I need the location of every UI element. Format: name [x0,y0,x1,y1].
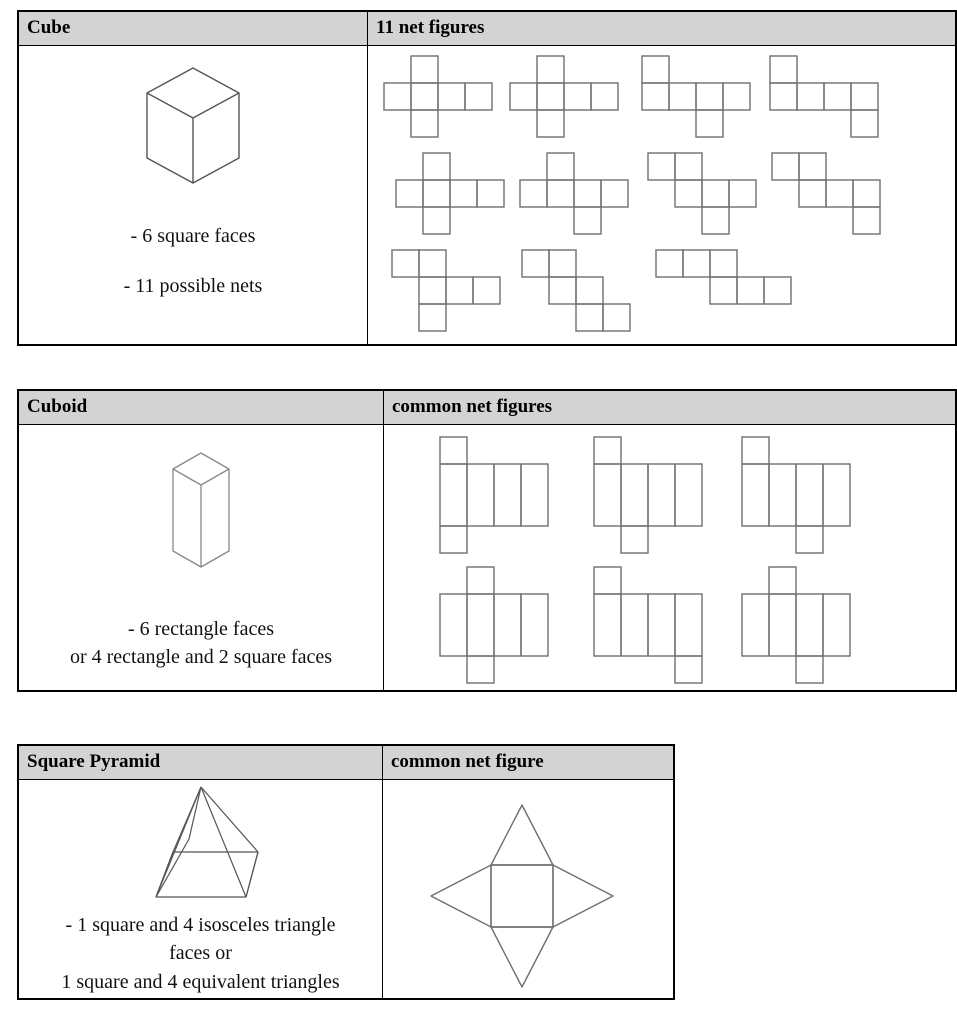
cuboid-solid-cell [18,425,384,692]
pyramid-net-cell [383,780,675,1000]
net-5-cross-row2-col1 [394,151,506,236]
cuboid-table-header-row [18,390,956,425]
pyramid-net-area [383,780,673,998]
cuboid-net-5 [592,565,704,685]
cube-desc-line-1: - 6 square faces [130,225,256,247]
cuboid-net-4 [438,565,550,685]
cuboid-net-6 [740,565,852,685]
pyramid-table-body-row [18,780,674,1000]
square-pyramid-3d-icon [101,782,301,907]
cube-table-body-row [18,46,956,346]
cube-header-label: Cube [18,11,368,46]
pyramid-net-header-label: common net figure [383,745,675,780]
square-pyramid-star-net [428,802,616,990]
cuboid-nets-cell [384,425,957,692]
cube-nets-header-label: 11 net figures [368,11,957,46]
net-9-row3-col1 [390,248,502,333]
pyramid-solid-cell [18,780,383,1000]
cuboid-net-1 [438,435,550,555]
cube-nets-cell [368,46,957,346]
net-1-T-shape-row1-col1 [382,54,494,139]
net-8-stair-row2-col4 [770,151,882,236]
cuboid-nets-area [384,425,955,690]
pyramid-table-header-row [18,745,674,780]
net-4-row1-col4 [768,54,880,139]
cuboid-table-body-row [18,425,956,692]
cuboid-nets-header-label: common net figures [384,390,957,425]
pyramid-desc-line-1: - 1 square and 4 isosceles triangle [65,914,336,936]
net-7-stair-row2-col3 [646,151,758,236]
cuboid-header-label: Cuboid [18,390,384,425]
cube-desc-line-2: - 11 possible nets [123,275,263,298]
net-3-row1-col3 [640,54,752,139]
net-10-zigzag-row3-col2 [520,248,632,333]
cuboid-desc-line-2: or 4 rectangle and 2 square faces [69,646,333,669]
cuboid-net-2 [592,435,704,555]
cube-3d-icon [103,46,283,196]
cuboid-3d-icon [111,435,291,585]
cuboid-net-3 [740,435,852,555]
net-11-zigzag-row3-col3 [654,248,793,306]
cuboid-table [17,389,957,692]
cube-description [19,222,367,301]
cube-table-header-row [18,11,956,46]
pyramid-table [17,744,675,1000]
pyramid-header-label: Square Pyramid [18,745,383,780]
cube-table [17,10,957,346]
pyramid-desc-line-3: 1 square and 4 equivalent triangles [61,970,340,993]
cuboid-description [19,615,383,672]
net-6-cross-row2-col2 [518,151,630,236]
net-2-row1-col2 [508,54,620,139]
pyramid-desc-line-2: faces or [169,942,232,965]
cuboid-desc-line-1: - 6 rectangle faces [127,618,274,640]
cube-solid-cell [18,46,368,346]
cube-nets-area [368,46,955,344]
pyramid-description [19,911,382,996]
